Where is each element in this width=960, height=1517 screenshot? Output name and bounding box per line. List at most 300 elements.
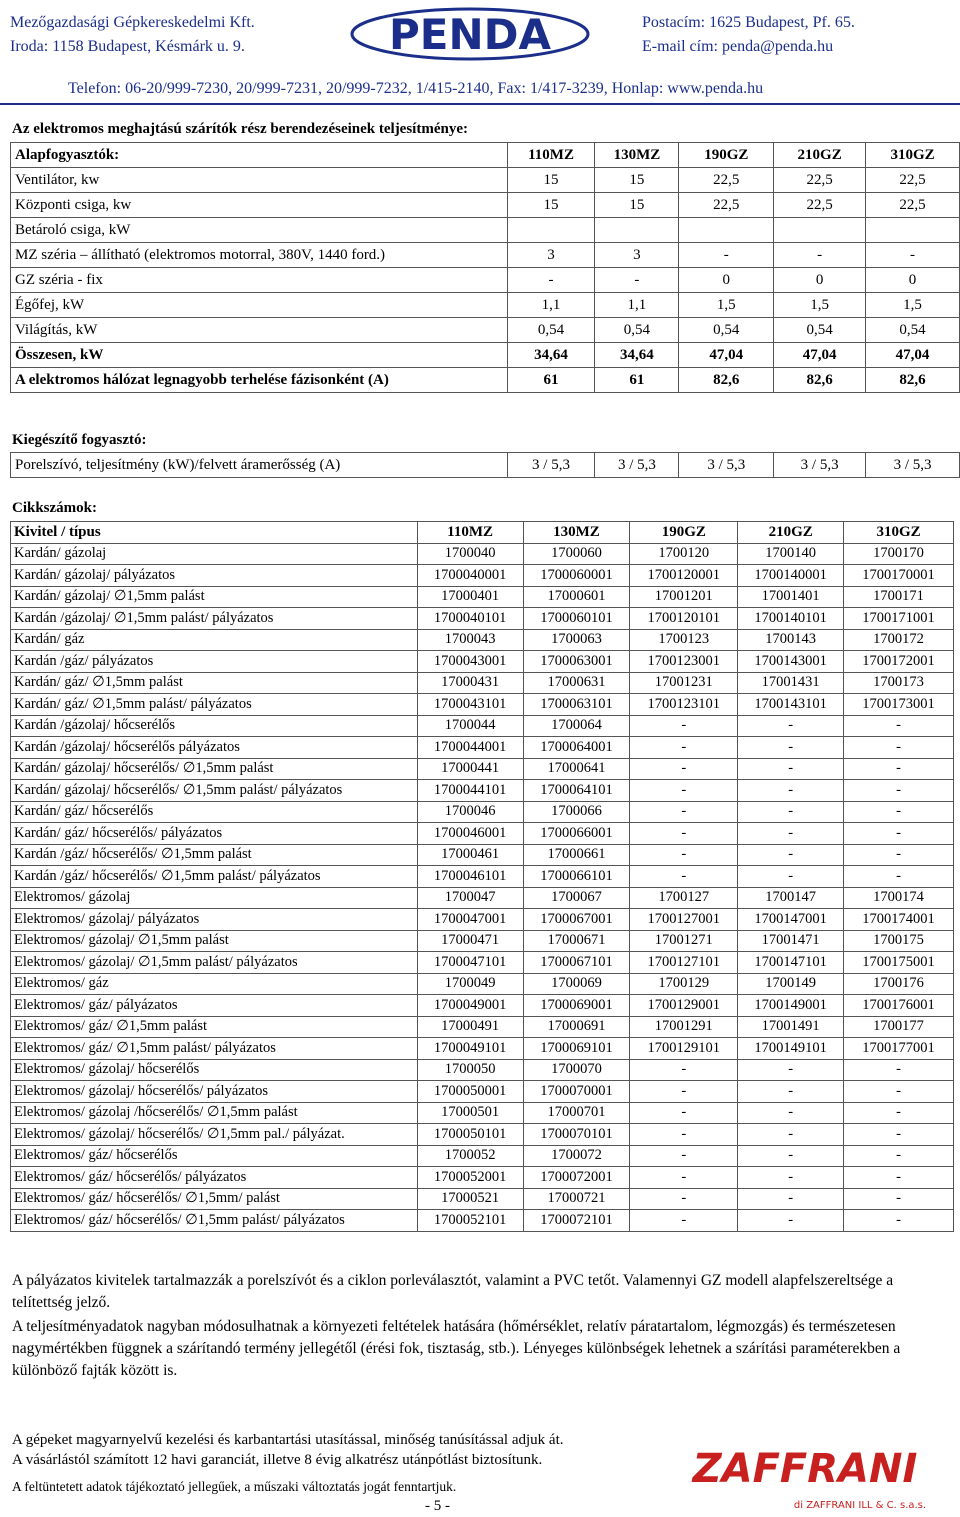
item-number-cell: 1700072 <box>523 1145 630 1167</box>
item-number-cell: 1700174001 <box>844 909 954 931</box>
item-number-cell: - <box>844 758 954 780</box>
company-name: Mezőgazdasági Gépkereskedelmi Kft. <box>10 14 255 31</box>
item-number-cell: 17000501 <box>417 1102 523 1124</box>
value-cell: 22,5 <box>774 168 866 193</box>
note-paragraph-2: A teljesítményadatok nagyban módosulhatnak a környezeti feltételek hatására (hőmérséklet, relatív páratartalom, légmozgás) és természetesen nagymértékben függnek a szárítandó termény jellegétől (érési fok, tisztaság, stb.). Lényeges különbségek lehetnek a szárítási paraméterekben a különböző fajták között is. <box>12 1318 901 1379</box>
item-number-cell: - <box>630 737 738 759</box>
table-row <box>11 453 960 478</box>
column-header: 130MZ <box>523 522 630 544</box>
item-number-cell: - <box>738 737 844 759</box>
item-number-cell: 1700044101 <box>417 780 523 802</box>
item-number-cell: 17000461 <box>417 844 523 866</box>
table-row <box>11 565 954 587</box>
item-number-cell: 1700047 <box>417 887 523 909</box>
item-number-cell: 17000471 <box>417 930 523 952</box>
item-number-cell: - <box>738 844 844 866</box>
variant-label: Kardán/ gáz/ ∅1,5mm palást <box>11 672 418 694</box>
table-row <box>11 543 954 565</box>
variant-label: Elektromos/ gáz/ hőcserélős/ ∅1,5mm palást/ pályázatos <box>11 1210 418 1232</box>
item-number-cell: 17001201 <box>630 586 738 608</box>
item-number-cell: - <box>630 866 738 888</box>
item-number-cell: 1700044 <box>417 715 523 737</box>
row-label: Égőfej, kW <box>11 293 508 318</box>
table-row <box>11 930 954 952</box>
logo-text: PENDA <box>389 10 551 59</box>
item-number-cell: 1700172 <box>844 629 954 651</box>
item-number-cell: 1700140 <box>738 543 844 565</box>
item-number-cell: 1700067001 <box>523 909 630 931</box>
item-number-cell: 17001471 <box>738 930 844 952</box>
table-row <box>11 243 960 268</box>
item-number-cell: - <box>844 715 954 737</box>
value-cell: 34,64 <box>595 343 679 368</box>
value-cell: 0 <box>774 268 866 293</box>
value-cell <box>679 218 774 243</box>
item-number-cell: 1700147101 <box>738 952 844 974</box>
variant-label: Elektromos/ gáz/ hőcserélős/ pályázatos <box>11 1167 418 1189</box>
office-address: Iroda: 1158 Budapest, Késmárk u. 9. <box>10 38 245 55</box>
item-number-cell: - <box>844 1059 954 1081</box>
item-number-cell: 1700127 <box>630 887 738 909</box>
item-number-cell: 1700052101 <box>417 1210 523 1232</box>
value-cell: 82,6 <box>679 368 774 393</box>
item-number-cell: 1700171001 <box>844 608 954 630</box>
item-number-cell: 1700170001 <box>844 565 954 587</box>
item-number-cell: - <box>738 1059 844 1081</box>
item-number-cell: 1700052 <box>417 1145 523 1167</box>
item-number-cell: 1700050101 <box>417 1124 523 1146</box>
table-row <box>11 1081 954 1103</box>
item-number-cell: 1700147 <box>738 887 844 909</box>
item-number-cell: 17000641 <box>523 758 630 780</box>
variant-label: Elektromos/ gázolaj <box>11 887 418 909</box>
table-row <box>11 629 954 651</box>
table-row <box>11 866 954 888</box>
item-number-cell: 1700143101 <box>738 694 844 716</box>
table-row <box>11 143 960 168</box>
page-number: - 5 - <box>425 1498 450 1514</box>
value-cell: - <box>507 268 595 293</box>
table-row <box>11 844 954 866</box>
item-number-cell: 1700171 <box>844 586 954 608</box>
value-cell: - <box>679 243 774 268</box>
table-row <box>11 780 954 802</box>
value-cell: 0,54 <box>866 318 960 343</box>
item-number-cell: 17000701 <box>523 1102 630 1124</box>
value-cell: 3 / 5,3 <box>595 453 679 478</box>
item-number-cell: 1700174 <box>844 887 954 909</box>
variant-label: Kardán /gázolaj/ ∅1,5mm palást/ pályázatos <box>11 608 418 630</box>
item-number-cell: 1700047101 <box>417 952 523 974</box>
item-number-cell: - <box>844 801 954 823</box>
item-number-cell: 1700040101 <box>417 608 523 630</box>
value-cell: 47,04 <box>866 343 960 368</box>
item-number-cell: 1700143 <box>738 629 844 651</box>
variant-label: Elektromos/ gáz/ hőcserélős/ ∅1,5mm/ palást <box>11 1188 418 1210</box>
variant-label: Kardán /gáz/ hőcserélős/ ∅1,5mm palást/ pályázatos <box>11 866 418 888</box>
variant-label: Elektromos/ gáz/ hőcserélős <box>11 1145 418 1167</box>
value-cell: - <box>774 243 866 268</box>
item-number-cell: - <box>844 1124 954 1146</box>
postal-address: Postacím: 1625 Budapest, Pf. 65. <box>642 14 855 31</box>
table-row <box>11 758 954 780</box>
item-number-cell: 1700129101 <box>630 1038 738 1060</box>
item-number-cell: 1700069101 <box>523 1038 630 1060</box>
variant-label: Kardán /gáz/ pályázatos <box>11 651 418 673</box>
column-header: Kivitel / típus <box>11 522 418 544</box>
item-number-cell: - <box>844 737 954 759</box>
column-header: 110MZ <box>417 522 523 544</box>
value-cell: 310GZ <box>866 143 960 168</box>
variant-label: Kardán /gázolaj/ hőcserélős pályázatos <box>11 737 418 759</box>
value-cell: 47,04 <box>774 343 866 368</box>
item-number-cell: - <box>738 1124 844 1146</box>
item-number-cell: 1700176001 <box>844 995 954 1017</box>
variant-label: Elektromos/ gáz <box>11 973 418 995</box>
performance-title: Az elektromos meghajtású szárítók rész berendezéseinek teljesítménye: <box>12 121 468 137</box>
header-divider <box>0 103 960 105</box>
supplementary-table <box>10 452 960 478</box>
item-number-table <box>10 521 954 1232</box>
value-cell: 3 <box>595 243 679 268</box>
table-row <box>11 168 960 193</box>
item-number-cell: - <box>844 1188 954 1210</box>
item-number-cell: 1700175 <box>844 930 954 952</box>
variant-label: Elektromos/ gázolaj/ hőcserélős <box>11 1059 418 1081</box>
table-row <box>11 608 954 630</box>
variant-label: Elektromos/ gázolaj/ hőcserélős/ ∅1,5mm pal./ pályázat. <box>11 1124 418 1146</box>
value-cell: 0,54 <box>595 318 679 343</box>
item-number-cell: 1700040 <box>417 543 523 565</box>
row-label: Alapfogyasztók: <box>11 143 508 168</box>
table-row <box>11 973 954 995</box>
zaffrani-logo <box>670 1434 940 1514</box>
row-label: Központi csiga, kw <box>11 193 508 218</box>
item-number-cell: - <box>738 823 844 845</box>
item-number-cell: - <box>630 1124 738 1146</box>
value-cell <box>774 218 866 243</box>
column-header: 190GZ <box>630 522 738 544</box>
item-number-cell: 1700052001 <box>417 1167 523 1189</box>
value-cell: 110MZ <box>507 143 595 168</box>
table-row <box>11 672 954 694</box>
value-cell: 1,5 <box>679 293 774 318</box>
table-row <box>11 368 960 393</box>
item-number-cell: 1700127001 <box>630 909 738 931</box>
item-number-cell: 1700149101 <box>738 1038 844 1060</box>
row-label: GZ széria - fix <box>11 268 508 293</box>
value-cell: 0 <box>866 268 960 293</box>
item-number-cell: 1700066001 <box>523 823 630 845</box>
value-cell: - <box>595 268 679 293</box>
value-cell: 47,04 <box>679 343 774 368</box>
item-number-cell: 1700173001 <box>844 694 954 716</box>
email-address: E-mail cím: penda@penda.hu <box>642 38 834 55</box>
item-number-cell: - <box>738 1102 844 1124</box>
item-number-cell: 1700047001 <box>417 909 523 931</box>
item-number-cell: 1700050001 <box>417 1081 523 1103</box>
table-row <box>11 1038 954 1060</box>
note-paragraph-1: A pályázatos kivitelek tartalmazzák a porelszívót és a ciklon porleválasztót, valamint a PVC tetőt. Valamennyi GZ modell alapfelszereltsége a telítettség jelző. <box>12 1272 894 1311</box>
item-number-cell: 1700060 <box>523 543 630 565</box>
item-number-cell: 1700063001 <box>523 651 630 673</box>
variant-label: Kardán/ gáz <box>11 629 418 651</box>
value-cell: 0 <box>679 268 774 293</box>
item-number-cell: 1700066101 <box>523 866 630 888</box>
item-number-cell: - <box>630 780 738 802</box>
item-number-cell: 1700149 <box>738 973 844 995</box>
item-number-cell: 1700129001 <box>630 995 738 1017</box>
variant-label: Elektromos/ gázolaj/ ∅1,5mm palást/ pályázatos <box>11 952 418 974</box>
variant-label: Kardán /gázolaj/ hőcserélős <box>11 715 418 737</box>
zaffrani-logo-sub: di ZAFFRANI ILL & C. s.a.s. <box>793 1500 927 1511</box>
item-number-cell: 1700129 <box>630 973 738 995</box>
item-number-cell: 1700149001 <box>738 995 844 1017</box>
item-number-cell: 1700060001 <box>523 565 630 587</box>
value-cell <box>507 218 595 243</box>
value-cell: 61 <box>507 368 595 393</box>
item-number-cell: 17000401 <box>417 586 523 608</box>
item-number-cell: 1700120 <box>630 543 738 565</box>
value-cell <box>866 218 960 243</box>
item-number-cell: 1700063101 <box>523 694 630 716</box>
item-number-cell: - <box>630 1059 738 1081</box>
item-number-cell: 1700070 <box>523 1059 630 1081</box>
table-row <box>11 1188 954 1210</box>
item-number-cell: - <box>630 801 738 823</box>
variant-label: Kardán /gáz/ hőcserélős/ ∅1,5mm palást <box>11 844 418 866</box>
item-number-cell: 1700140001 <box>738 565 844 587</box>
variant-label: Kardán/ gázolaj/ hőcserélős/ ∅1,5mm palást <box>11 758 418 780</box>
value-cell: 0,54 <box>774 318 866 343</box>
value-cell: 34,64 <box>507 343 595 368</box>
item-number-cell: - <box>630 1188 738 1210</box>
value-cell: 210GZ <box>774 143 866 168</box>
item-number-cell: 1700049101 <box>417 1038 523 1060</box>
item-number-cell: 17000691 <box>523 1016 630 1038</box>
item-number-cell: - <box>738 1167 844 1189</box>
item-number-cell: 1700147001 <box>738 909 844 931</box>
letterhead <box>0 0 960 105</box>
item-number-cell: - <box>738 1210 844 1232</box>
value-cell: 1,5 <box>866 293 960 318</box>
variant-label: Kardán/ gázolaj/ ∅1,5mm palást <box>11 586 418 608</box>
item-number-cell: - <box>844 823 954 845</box>
item-number-cell: - <box>630 823 738 845</box>
variant-label: Kardán/ gáz/ ∅1,5mm palást/ pályázatos <box>11 694 418 716</box>
row-label: Betároló csiga, kW <box>11 218 508 243</box>
variant-label: Kardán/ gázolaj/ hőcserélős/ ∅1,5mm palást/ pályázatos <box>11 780 418 802</box>
value-cell: 61 <box>595 368 679 393</box>
contact-line: Telefon: 06-20/999-7230, 20/999-7231, 20/999-7232, 1/415-2140, Fax: 1/417-3239, Honlap: www.penda.hu <box>68 80 764 97</box>
variant-label: Kardán/ gázolaj/ pályázatos <box>11 565 418 587</box>
item-number-cell: 17001271 <box>630 930 738 952</box>
item-number-cell: - <box>630 1102 738 1124</box>
row-label: Ventilátor, kw <box>11 168 508 193</box>
item-number-cell: 17001431 <box>738 672 844 694</box>
value-cell: 15 <box>507 193 595 218</box>
row-label: Világítás, kW <box>11 318 508 343</box>
table-row <box>11 694 954 716</box>
row-label: Porelszívó, teljesítmény (kW)/felvett áramerősség (A) <box>11 453 508 478</box>
item-number-cell: - <box>844 1167 954 1189</box>
supplementary-title: Kiegészítő fogyasztó: <box>12 432 147 448</box>
item-number-cell: 17000601 <box>523 586 630 608</box>
item-number-cell: 1700143001 <box>738 651 844 673</box>
item-number-cell: - <box>738 1188 844 1210</box>
item-number-cell: 1700173 <box>844 672 954 694</box>
item-number-cell: 1700046001 <box>417 823 523 845</box>
item-number-cell: 1700070001 <box>523 1081 630 1103</box>
table-row <box>11 586 954 608</box>
item-number-cell: - <box>844 1081 954 1103</box>
item-number-cell: 17000491 <box>417 1016 523 1038</box>
items-title: Cikkszámok: <box>12 500 98 516</box>
item-number-cell: 1700177 <box>844 1016 954 1038</box>
item-number-cell: 1700172001 <box>844 651 954 673</box>
variant-label: Elektromos/ gázolaj/ hőcserélős/ pályázatos <box>11 1081 418 1103</box>
table-row <box>11 715 954 737</box>
item-number-cell: 1700067101 <box>523 952 630 974</box>
item-number-cell: 1700060101 <box>523 608 630 630</box>
item-number-cell: 1700176 <box>844 973 954 995</box>
footer-line-3: A feltüntetett adatok tájékoztató jellegűek, a műszaki változtatás jogát fenntartjuk. <box>12 1479 457 1494</box>
item-number-cell: 17001231 <box>630 672 738 694</box>
value-cell: 1,5 <box>774 293 866 318</box>
variant-label: Kardán/ gázolaj <box>11 543 418 565</box>
table-row <box>11 1145 954 1167</box>
item-number-cell: 1700120001 <box>630 565 738 587</box>
table-row <box>11 318 960 343</box>
item-number-cell: 17001291 <box>630 1016 738 1038</box>
table-row <box>11 268 960 293</box>
value-cell: 3 / 5,3 <box>507 453 595 478</box>
item-number-cell: 17000521 <box>417 1188 523 1210</box>
table-row <box>11 193 960 218</box>
item-number-cell: 1700120101 <box>630 608 738 630</box>
item-number-cell: - <box>738 866 844 888</box>
column-header: 310GZ <box>844 522 954 544</box>
item-number-cell: 1700040001 <box>417 565 523 587</box>
item-number-cell: - <box>738 1145 844 1167</box>
item-number-cell: 1700063 <box>523 629 630 651</box>
item-number-cell: 17000431 <box>417 672 523 694</box>
value-cell: 190GZ <box>679 143 774 168</box>
row-label: Összesen, kW <box>11 343 508 368</box>
table-row <box>11 1059 954 1081</box>
value-cell: 1,1 <box>507 293 595 318</box>
table-row <box>11 1102 954 1124</box>
table-row <box>11 887 954 909</box>
variant-label: Elektromos/ gázolaj /hőcserélős/ ∅1,5mm palást <box>11 1102 418 1124</box>
table-row <box>11 909 954 931</box>
value-cell: - <box>866 243 960 268</box>
table-row <box>11 651 954 673</box>
item-number-cell: 1700175001 <box>844 952 954 974</box>
zaffrani-logo-text: ZAFFRANI <box>692 1446 918 1492</box>
table-row <box>11 1016 954 1038</box>
item-number-cell: 1700043 <box>417 629 523 651</box>
item-number-cell: 17000671 <box>523 930 630 952</box>
item-number-cell: - <box>630 844 738 866</box>
value-cell: 3 / 5,3 <box>774 453 866 478</box>
value-cell: 22,5 <box>679 193 774 218</box>
value-cell: 22,5 <box>774 193 866 218</box>
value-cell: 15 <box>595 193 679 218</box>
value-cell: 82,6 <box>774 368 866 393</box>
item-number-cell: 1700066 <box>523 801 630 823</box>
item-number-cell: - <box>630 1145 738 1167</box>
item-number-cell: - <box>844 1145 954 1167</box>
item-number-cell: 17000441 <box>417 758 523 780</box>
penda-logo <box>348 6 592 62</box>
item-number-cell: 1700170 <box>844 543 954 565</box>
table-row <box>11 293 960 318</box>
table-row <box>11 952 954 974</box>
value-cell: 82,6 <box>866 368 960 393</box>
value-cell: 0,54 <box>507 318 595 343</box>
value-cell: 3 / 5,3 <box>679 453 774 478</box>
variant-label: Elektromos/ gázolaj/ ∅1,5mm palást <box>11 930 418 952</box>
variant-label: Elektromos/ gáz/ ∅1,5mm palást <box>11 1016 418 1038</box>
item-number-cell: - <box>630 715 738 737</box>
table-row <box>11 737 954 759</box>
item-number-cell: 1700064101 <box>523 780 630 802</box>
value-cell: 22,5 <box>679 168 774 193</box>
item-number-cell: - <box>844 780 954 802</box>
item-number-cell: 17000631 <box>523 672 630 694</box>
footer-line-1: A gépeket magyarnyelvű kezelési és karbantartási utasítással, minőség tanúsítással adjuk át. <box>12 1432 564 1448</box>
value-cell: 15 <box>595 168 679 193</box>
performance-table <box>10 142 960 393</box>
row-label: A elektromos hálózat legnagyobb terhelése fázisonként (A) <box>11 368 508 393</box>
item-number-cell: 1700123001 <box>630 651 738 673</box>
item-number-cell: 1700064001 <box>523 737 630 759</box>
value-cell: 15 <box>507 168 595 193</box>
item-number-cell: 1700069 <box>523 973 630 995</box>
table-row <box>11 823 954 845</box>
item-number-cell: 1700140101 <box>738 608 844 630</box>
item-number-cell: 1700127101 <box>630 952 738 974</box>
item-number-cell: 1700067 <box>523 887 630 909</box>
item-number-cell: 1700049001 <box>417 995 523 1017</box>
item-number-cell: 1700069001 <box>523 995 630 1017</box>
item-number-cell: - <box>738 758 844 780</box>
item-number-cell: - <box>738 801 844 823</box>
item-number-cell: 1700177001 <box>844 1038 954 1060</box>
item-number-cell: 1700044001 <box>417 737 523 759</box>
item-number-cell: 1700072101 <box>523 1210 630 1232</box>
column-header: 210GZ <box>738 522 844 544</box>
table-row <box>11 218 960 243</box>
item-number-cell: - <box>738 780 844 802</box>
table-row <box>11 1124 954 1146</box>
item-number-cell: 1700064 <box>523 715 630 737</box>
item-number-cell: 1700050 <box>417 1059 523 1081</box>
item-number-cell: - <box>844 1210 954 1232</box>
table-row <box>11 995 954 1017</box>
table-row <box>11 1210 954 1232</box>
row-label: MZ széria – állítható (elektromos motorral, 380V, 1440 ford.) <box>11 243 508 268</box>
item-number-cell: 1700072001 <box>523 1167 630 1189</box>
value-cell: 22,5 <box>866 168 960 193</box>
variant-label: Kardán/ gáz/ hőcserélős/ pályázatos <box>11 823 418 845</box>
value-cell: 0,54 <box>679 318 774 343</box>
item-number-cell: - <box>630 758 738 780</box>
table-header-row <box>11 522 954 544</box>
item-number-cell: 17001401 <box>738 586 844 608</box>
item-number-cell: 17000661 <box>523 844 630 866</box>
